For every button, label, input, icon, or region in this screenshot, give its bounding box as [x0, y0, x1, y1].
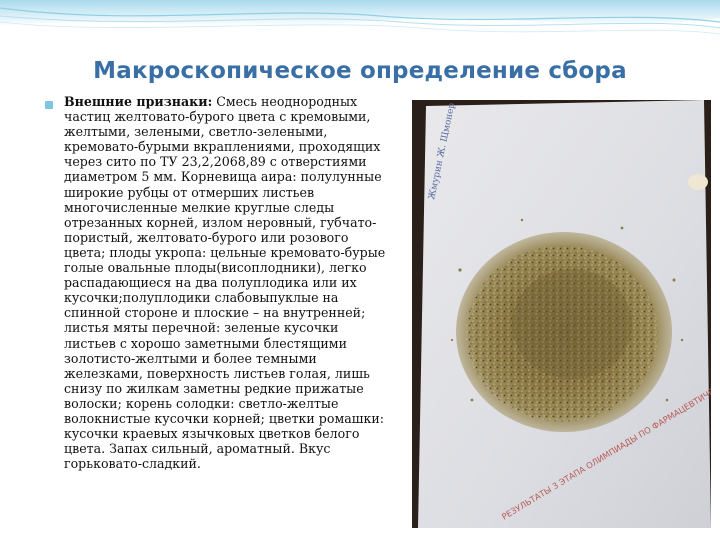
slide-title: Макроскопическое определение сбора [93, 58, 627, 84]
description-body: Смесь неоднородных частиц желтовато-бурого цвета с кремовыми, желтыми, зелеными, светло-зелеными, кремовато-бурыми вкраплениями, проходящих через сито по ТУ 23,2,2068,89 с отверстиями диаметром 5 мм. Корневища аира: полулунные широкие рубцы от отмерших листьев многочисленные мелкие круглые следы отрезанных корней, излом неровный, губчато-пористый, желтовато-бурого или розового цвета; плоды укропа: цельные кремовато-бурые голые овальные плоды(висоплодники), легко распадающиеся на два полуплодика или их кусочки;полуплодики слабовыпуклые на спинной стороне и плоские – на внутренней; листья мяты перечной: зеленые кусочки листьев с хорошо заметными блестящими золотисто-желтыми и более темными железками, поверхность листьев голая, лишь снизу по жилкам заметны редкие прижатые волоски; корень солодки: светло-желтые волокнистые кусочки корней; цветки ромашки: кусочки краевых язычковых цветков белого цвета. Запах сильный, ароматный. Вкус горьковато-сладкий. [64, 94, 386, 472]
paper-handwriting: Жмурин Ж. Щмонер [427, 102, 458, 201]
paper-caption: РЕЗУЛЬТАТЫ 3 ЭТАПА ОЛИМПИАДЫ ПО [499, 424, 653, 522]
header-wave-decoration [0, 0, 720, 60]
herbal-mixture-photo [412, 100, 711, 528]
description-text [64, 94, 386, 471]
description-lead: Внешние признаки: [64, 94, 213, 109]
herbal-mixture-illustration [412, 100, 711, 528]
bullet-marker [45, 101, 53, 109]
